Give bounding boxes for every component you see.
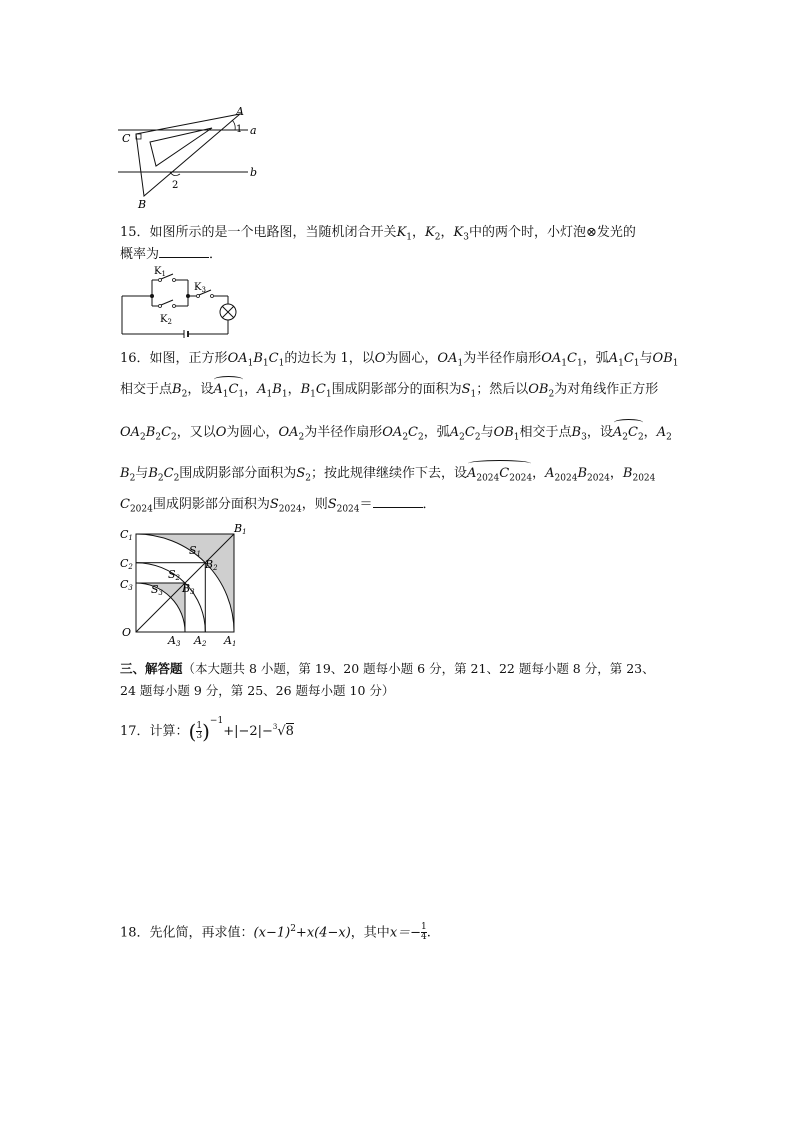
k2-switch [161, 300, 173, 305]
q16-t12: ；然后以 [476, 382, 529, 397]
q17-root-index: 3 [272, 723, 278, 731]
q16-number: 16 [120, 351, 137, 366]
label-k2: $K_2$ [160, 314, 172, 326]
arc-a2c2: $A_2C_2$ [613, 424, 644, 447]
q16-t29: ＝ [359, 497, 373, 512]
k3: K [453, 225, 464, 240]
q18-prefix: 18．先化简，再求值： [120, 925, 254, 941]
arc-a2024c2024: $A_{2024}C_{2024}$ [467, 465, 532, 488]
q16-t10: ， [287, 382, 301, 397]
label-b: b [250, 166, 258, 179]
q18 [120, 920, 431, 942]
q15-text-2: 中的两个时，小灯泡 [468, 225, 586, 240]
q16-t2: 的边长为 1，以 [284, 351, 375, 366]
k2-sub: 2 [434, 232, 441, 243]
label-C1: C1 [120, 528, 133, 542]
q16-line1: 16．如图，正方形$OA_1B_1C_1$的边长为 1，以O为圆心，$OA_1$为半径作扇形$OA_1C_1$，弧$A_1C_1$与$OB_1$ [120, 351, 679, 369]
triangle-ruler-outer [136, 114, 243, 196]
q17-num: 1 [196, 721, 203, 731]
bulb-icon: ⊗ [585, 225, 597, 240]
q16-t13: 为对角线作正方形 [554, 382, 659, 397]
q17-paren-r: ) [202, 719, 210, 744]
k3-contact-r [211, 295, 214, 298]
q16-t16: 为半径作扇形 [304, 425, 383, 440]
q16-t27: 围成阴影部分面积为 [152, 497, 270, 512]
q16-line3: $OA_2B_2C_2$，又以O为圆心，$OA_2$为半径作扇形$OA_2C_2$，弧$A_2C_2$与$OB_1$相交于点$B_3$，设$A_2C_2$，$A_2$ [120, 424, 672, 447]
q18-xeq: x＝− [389, 925, 422, 941]
arc-a1c1: $A_1C_1$ [213, 381, 244, 404]
k2-contact-r [173, 305, 176, 308]
q16-t21: ， [643, 425, 657, 440]
parallel-lines-figure [112, 104, 272, 210]
q16-t25: ， [532, 466, 546, 481]
q16-answer-blank[interactable] [373, 495, 423, 508]
q18-expr: (x−1) [253, 925, 291, 941]
q15-number: 15 [120, 225, 137, 240]
q16-t22: 与 [135, 466, 149, 481]
q15-line2 [120, 245, 222, 264]
q16-t18: 与 [480, 425, 494, 440]
q16-t9: ， [244, 382, 258, 397]
q16-t11: 围成阴影部分的面积为 [331, 382, 462, 397]
q18-expr2: +x(4−x) [295, 925, 351, 941]
k2: K [425, 225, 435, 240]
q17-den: 3 [196, 731, 203, 741]
label-O: O [122, 626, 132, 639]
q15-end: ． [209, 247, 223, 262]
label-B1: B1 [234, 522, 247, 536]
section3-desc2: 24 题每小题 9 分，第 25、26 题每小题 10 分） [120, 683, 395, 698]
section3-header [120, 660, 655, 678]
sep1: ， [412, 225, 426, 240]
sep2: ， [440, 225, 454, 240]
circuit-figure [116, 264, 246, 342]
label-A3: A3 [168, 634, 181, 648]
label-C3: C3 [120, 578, 133, 592]
k1-sub: 1 [406, 232, 413, 243]
q16-line2: 相交于点$B_2$，设$A_1C_1$，$A_1B_1$，$B_1C_1$围成阴影部分的面积为$S_1$；然后以$OB_2$为对角线作正方形 [120, 381, 658, 404]
q17-exp: −1 [209, 716, 224, 726]
q16-line4: $B_2$与$B_2C_2$围成阴影部分面积为$S_2$；按此规律继续作下去，设$A_{2024}C_{2024}$，$A_{2024}B_{2024}$，$B_{2024}$ [120, 465, 655, 488]
q15-text: ．如图所示的是一个电路图，当随机闭合开关 [136, 225, 397, 240]
q16-t7: 相交于点 [120, 382, 173, 397]
q15-answer-blank[interactable] [159, 245, 209, 258]
label-k3: $K_3$ [194, 282, 206, 294]
label-1: 1 [236, 124, 243, 135]
k1: K [396, 225, 407, 240]
label-C2: C2 [120, 557, 133, 571]
section3-desc1: （本大题共 8 小题，第 19、20 题每小题 6 分，第 21、22 题每小题 8 分，第 23、 [182, 661, 655, 676]
junction-left [150, 294, 154, 298]
q17-paren-l: ( [188, 719, 197, 744]
label-A: A [236, 105, 244, 118]
q16-t15: 为圆心， [226, 425, 279, 440]
label-C: C [122, 132, 131, 145]
q16-t14: ，又以 [176, 425, 216, 440]
q18-end: . [426, 925, 431, 941]
q16-t5: ，弧 [582, 351, 609, 366]
q16-t17: ，弧 [423, 425, 450, 440]
q16-t26: ， [609, 466, 623, 481]
q15-text-3: 发光的 [596, 225, 636, 240]
q16-t4: 为半径作扇形 [463, 351, 542, 366]
nested-squares-figure [116, 520, 256, 648]
k3-sub: 3 [463, 232, 469, 243]
triangle-ruler-inner [150, 128, 212, 166]
section3-desc-line2 [120, 682, 394, 700]
angle-1-arc [232, 120, 235, 130]
q15-text-4: 概率为 [120, 247, 160, 262]
q18-mid: ，其中 [350, 925, 390, 941]
label-A2: A2 [194, 634, 207, 648]
label-S1: S1 [189, 544, 202, 558]
section3-title: 三、解答题 [120, 661, 183, 676]
k1-contact-r [173, 279, 176, 282]
q18-sq: 2 [290, 924, 296, 934]
q17-radicand: 8 [285, 724, 294, 739]
q17-prefix: 17．计算： [120, 724, 189, 739]
label-2: 2 [172, 180, 179, 191]
q16-t19: 相交于点 [519, 425, 572, 440]
q16-t30: ． [422, 497, 436, 512]
q17-root-sign: √ [277, 724, 286, 739]
label-A1: A1 [224, 634, 237, 648]
q15-line1 [120, 224, 636, 247]
label-S3: S3 [151, 583, 164, 597]
q16-t23: 围成阴影部分面积为 [179, 466, 297, 481]
q16-t8: ，设 [187, 382, 214, 397]
q16-line5: $C_{2024}$围成阴影部分面积为$S_{2024}$，则$S_{2024}=$ ． [120, 497, 436, 515]
q16-t24: ；按此规律继续作下去，设 [310, 466, 467, 481]
q18-num: 1 [421, 922, 427, 933]
label-a: a [250, 124, 257, 137]
label-B: B [138, 198, 147, 210]
label-S2: S2 [168, 568, 181, 582]
label-B2: B2 [205, 558, 218, 572]
q18-den: 4 [421, 932, 427, 943]
q17 [120, 712, 294, 744]
q17-rest: +|−2|− [223, 724, 273, 739]
q16-t6: 与 [639, 351, 653, 366]
q16-t3: 为圆心， [385, 351, 438, 366]
q16-t20: ，设 [586, 425, 613, 440]
label-k1: $K_1$ [154, 266, 166, 278]
label-B3: B3 [182, 582, 195, 596]
q16-t28: ，则 [301, 497, 328, 512]
q16-t1: ．如图，正方形 [136, 351, 228, 366]
